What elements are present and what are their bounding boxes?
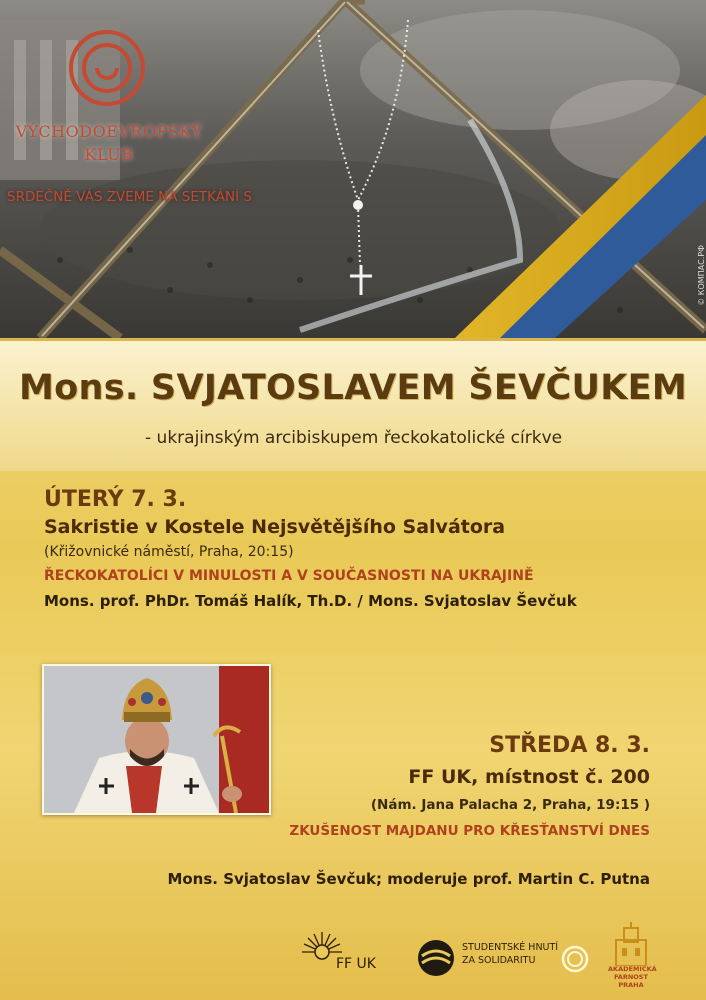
church-tower-icon <box>610 922 652 966</box>
event-wednesday <box>289 733 650 839</box>
club-name-line2: KLUB <box>84 145 134 165</box>
parish-line1: AKADEMICKÁ <box>608 965 657 973</box>
shs-line1: STUDENTSKÉ HNUTÍ <box>462 942 559 953</box>
event2-date: STŘEDA 8. 3. <box>489 733 650 758</box>
event1-place: Sakristie v Kostele Nejsvětějšího Salvátora <box>44 516 506 538</box>
event1-address: (Křižovnické náměstí, Praha, 20:15) <box>44 544 294 560</box>
subtitle: - ukrajinským arcibiskupem řeckokatolické církve <box>145 428 563 448</box>
club-spiral-icon <box>560 944 590 974</box>
club-name-line1: VÝCHODOEVROPSKÝ <box>15 122 203 141</box>
event1-topic: ŘECKOKATOLÍCI V MINULOSTI A V SOUČASNOSTI NA UKRAJINĚ <box>44 568 534 584</box>
ffuk-logo-text: FF UK <box>336 956 376 972</box>
club-name <box>14 120 204 166</box>
photo-credit: © КОМПАС.РФ <box>697 245 706 306</box>
parish-line2: FARNOST <box>614 972 648 981</box>
event1-date: ÚTERÝ 7. 3. <box>44 487 187 512</box>
invitation-text: SRDEČNĚ VÁS ZVEME NA SETKÁNÍ S <box>7 189 252 205</box>
main-title: Mons. SVJATOSLAVEM ŠEVČUKEM <box>19 368 687 408</box>
event-tuesday <box>44 487 577 610</box>
partner-logos <box>0 922 706 992</box>
bishop-portrait-illustration <box>44 666 269 813</box>
event1-speakers: Mons. prof. PhDr. Tomáš Halík, Th.D. / Mons. Svjatoslav Ševčuk <box>44 592 577 610</box>
event2-topic: ZKUŠENOST MAJDANU PRO KŘESŤANSTVÍ DNES <box>289 823 650 839</box>
shs-logo-icon <box>416 938 456 978</box>
parish-line3: PRAHA <box>618 980 644 989</box>
maidan-photo <box>0 0 706 338</box>
portrait-photo <box>42 664 271 815</box>
shs-line2: ZA SOLIDARITU <box>462 954 536 966</box>
maidan-scene-illustration <box>0 0 706 338</box>
event2-place: FF UK, místnost č. 200 <box>408 766 650 788</box>
shs-logo-text <box>462 942 558 968</box>
event2-address: (Nám. Jana Palacha 2, Praha, 19:15 ) <box>370 797 650 813</box>
event2-speakers: Mons. Svjatoslav Ševčuk; moderuje prof. Martin C. Putna <box>167 870 650 888</box>
parish-logo-text <box>608 965 657 989</box>
